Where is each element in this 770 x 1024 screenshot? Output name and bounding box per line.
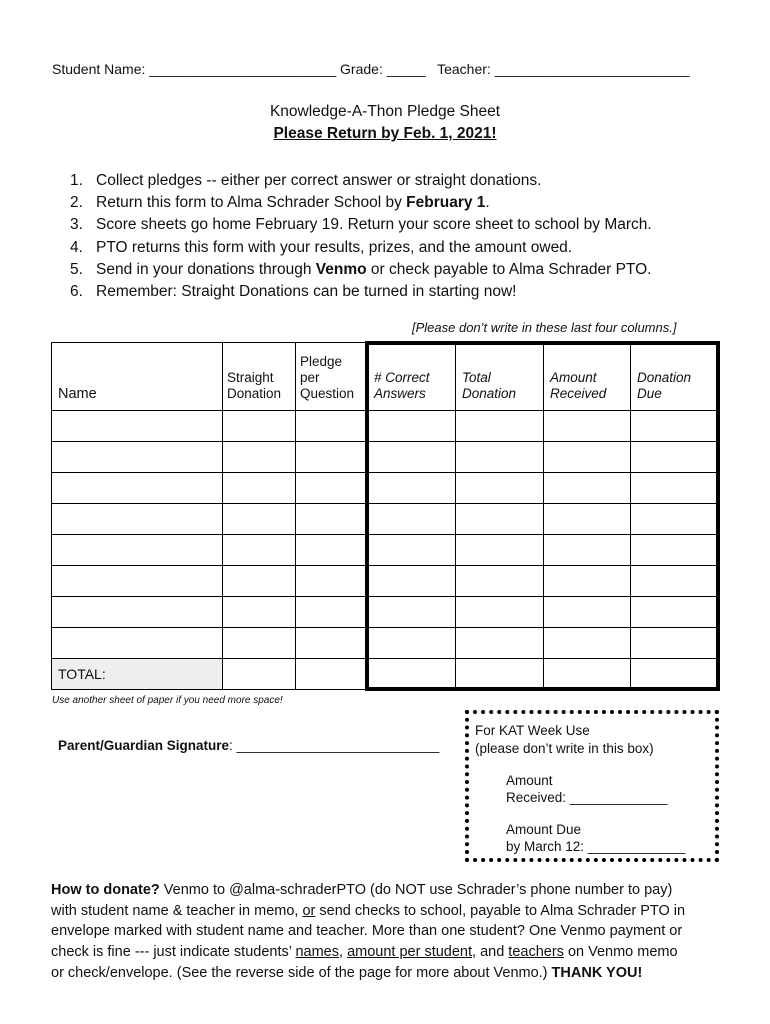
name-cell[interactable]	[52, 628, 223, 659]
amount-due-field: _____________	[584, 839, 686, 854]
pledge-cell[interactable]	[296, 504, 368, 535]
straight-total-cell[interactable]	[223, 659, 296, 690]
pledge-cell[interactable]	[296, 535, 368, 566]
due-cell	[631, 504, 719, 535]
thank-you: THANK YOU!	[551, 964, 643, 981]
correct-cell	[368, 442, 456, 473]
correct-cell	[368, 473, 456, 504]
instruction-item: 5. Send in your donations through Venmo or check payable to Alma Schrader PTO.	[70, 260, 652, 278]
due-cell	[631, 628, 719, 659]
straight-cell[interactable]	[223, 411, 296, 442]
straight-cell[interactable]	[223, 535, 296, 566]
instruction-item: 4. PTO returns this form with your results, prizes, and the amount owed.	[70, 238, 573, 256]
name-cell[interactable]	[52, 473, 223, 504]
instruction-item: 1. Collect pledges -- either per correct answer or straight donations.	[70, 172, 542, 189]
pledge-cell[interactable]	[296, 597, 368, 628]
amount-received-field: _____________	[566, 790, 668, 805]
total-total-cell	[456, 659, 544, 690]
correct-cell	[368, 628, 456, 659]
instruction-item: 6. Remember: Straight Donations can be turned in starting now!	[70, 282, 517, 300]
student-info-line	[52, 61, 722, 77]
name-cell[interactable]	[52, 535, 223, 566]
straight-cell[interactable]	[223, 597, 296, 628]
table-row	[52, 442, 719, 473]
instruction-item: 2. Return this form to Alma Schrader School by February 1.	[70, 194, 490, 212]
table-row	[52, 535, 719, 566]
header-name: Name	[52, 343, 223, 411]
student-name-label: Student Name:	[52, 61, 146, 77]
received-cell	[544, 535, 631, 566]
correct-cell	[368, 566, 456, 597]
total-cell	[456, 535, 544, 566]
signature-field[interactable]: ___________________________	[232, 738, 440, 753]
total-cell	[456, 442, 544, 473]
kat-week-box	[465, 710, 719, 862]
table-row	[52, 597, 719, 628]
correct-cell	[368, 597, 456, 628]
due-cell	[631, 442, 719, 473]
total-row	[52, 659, 719, 690]
pledge-cell[interactable]	[296, 473, 368, 504]
grade-label: Grade:	[340, 61, 383, 77]
due-cell	[631, 566, 719, 597]
header-pledge-per-question: Pledge per Question	[296, 343, 368, 411]
due-cell	[631, 473, 719, 504]
pledge-cell[interactable]	[296, 442, 368, 473]
received-cell	[544, 442, 631, 473]
donation-instructions: How to donate? Venmo to @alma-schraderPTO (do NOT use Schrader’s phone number to pay) with student name & teacher in memo, or send checks to school, payable to Alma Schrader PTO in envelope marked with student name and teacher. More than one student? One Venmo payment or check is fine --- just indicate students’ names, amount per student, and teachers on Venmo memo or check/envelope. (See the reverse side of the page for more about Venmo.) THANK YOU!	[51, 882, 686, 981]
received-total-cell	[544, 659, 631, 690]
columns-note: [Please don’t write in these last four columns.]	[412, 320, 677, 335]
table-row	[52, 566, 719, 597]
table-row	[52, 504, 719, 535]
received-cell	[544, 597, 631, 628]
page-title: Knowledge-A-Thon Pledge Sheet	[269, 103, 501, 120]
straight-cell[interactable]	[223, 504, 296, 535]
teacher-label: Teacher:	[437, 61, 491, 77]
amount-due-label: Amount Due	[506, 822, 582, 837]
amount-due-line: by March 12: _____________	[506, 839, 686, 854]
grade-field[interactable]: _____	[386, 61, 426, 77]
instruction-item: 3. Score sheets go home February 19. Return your score sheet to school by March.	[70, 216, 652, 234]
total-cell	[456, 628, 544, 659]
correct-cell	[368, 535, 456, 566]
straight-cell[interactable]	[223, 442, 296, 473]
name-cell[interactable]	[52, 411, 223, 442]
teacher-field[interactable]: _________________________	[494, 61, 690, 77]
due-cell	[631, 597, 719, 628]
total-cell	[456, 473, 544, 504]
signature-label: Parent/Guardian Signature	[58, 738, 230, 753]
total-cell	[456, 411, 544, 442]
total-cell	[456, 566, 544, 597]
straight-cell[interactable]	[223, 473, 296, 504]
signature-line: Parent/Guardian Signature: ___________________________	[58, 738, 440, 753]
donate-heading: How to donate?	[51, 882, 160, 898]
student-name-field[interactable]: ________________________	[149, 61, 337, 77]
received-cell	[544, 504, 631, 535]
pledge-cell[interactable]	[296, 628, 368, 659]
total-cell	[456, 504, 544, 535]
received-cell	[544, 473, 631, 504]
table-row	[52, 473, 719, 504]
return-deadline: Please Return by Feb. 1, 2021!	[273, 125, 497, 142]
name-cell[interactable]	[52, 504, 223, 535]
total-label: TOTAL:	[52, 659, 223, 690]
table-header-row	[52, 343, 719, 411]
kat-box-note: (please don’t write in this box)	[475, 741, 654, 756]
straight-cell[interactable]	[223, 628, 296, 659]
name-cell[interactable]	[52, 442, 223, 473]
due-total-cell	[631, 659, 719, 690]
correct-cell	[368, 411, 456, 442]
amount-received-label: Amount	[506, 773, 553, 788]
header-straight-donation: Straight Donation	[223, 343, 296, 411]
amount-received-line: Received: _____________	[506, 790, 668, 805]
received-cell	[544, 411, 631, 442]
pledge-cell[interactable]	[296, 566, 368, 597]
received-cell	[544, 628, 631, 659]
header-donation-due: Donation Due	[631, 343, 719, 411]
pledge-total-cell[interactable]	[296, 659, 368, 690]
table-row	[52, 628, 719, 659]
extra-space-note: Use another sheet of paper if you need more space!	[52, 695, 283, 706]
instruction-list	[70, 170, 750, 303]
name-cell[interactable]	[52, 597, 223, 628]
correct-total-cell	[368, 659, 456, 690]
pledge-table	[51, 342, 719, 690]
total-cell	[456, 597, 544, 628]
received-cell	[544, 566, 631, 597]
kat-box-title: For KAT Week Use	[475, 723, 590, 738]
correct-cell	[368, 504, 456, 535]
pledge-cell[interactable]	[296, 411, 368, 442]
name-cell[interactable]	[52, 566, 223, 597]
header-total-donation: Total Donation	[456, 343, 544, 411]
due-cell	[631, 411, 719, 442]
header-correct-answers: # Correct Answers	[368, 343, 456, 411]
straight-cell[interactable]	[223, 566, 296, 597]
header-amount-received: Amount Received	[544, 343, 631, 411]
due-cell	[631, 535, 719, 566]
table-row	[52, 411, 719, 442]
